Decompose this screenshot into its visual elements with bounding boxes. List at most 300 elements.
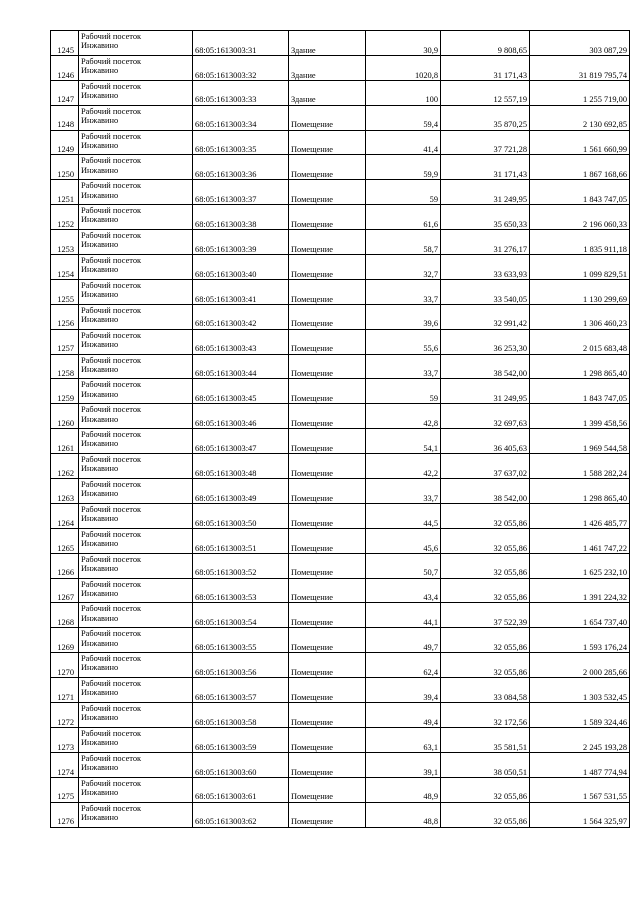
cadastral-number-cell: 68:05:1613003:42: [193, 304, 289, 329]
location-settlement-name: Инжавино: [81, 812, 119, 822]
table-row: [51, 80, 630, 105]
area-cell: 39,6: [366, 304, 441, 329]
specific-value-cell: 37 522,39: [441, 603, 530, 628]
object-type-cell: Помещение: [289, 653, 366, 678]
location-settlement-type: Рабочий посеток: [81, 753, 142, 763]
cadastral-number-cell: 68:05:1613003:59: [193, 727, 289, 752]
cadastral-value-cell: 303 087,29: [530, 31, 630, 56]
cadastral-value-cell: 1 303 532,45: [530, 678, 630, 703]
row-number-cell: 1269: [51, 628, 79, 653]
location-settlement-type: Рабочий посеток: [81, 529, 142, 539]
row-number-cell: 1258: [51, 354, 79, 379]
object-type-cell: Здание: [289, 31, 366, 56]
cadastral-number-cell: 68:05:1613003:49: [193, 479, 289, 504]
specific-value-cell: 32 055,86: [441, 553, 530, 578]
row-number-cell: 1245: [51, 31, 79, 56]
location-cell: [79, 180, 193, 205]
area-cell: 33,7: [366, 279, 441, 304]
cadastral-value-cell: 2 196 060,33: [530, 205, 630, 230]
cadastral-number-cell: 68:05:1613003:47: [193, 429, 289, 454]
cadastral-number-cell: 68:05:1613003:38: [193, 205, 289, 230]
cadastral-number-cell: 68:05:1613003:45: [193, 379, 289, 404]
table-row: [51, 454, 630, 479]
location-settlement-name: Инжавино: [81, 563, 119, 573]
area-cell: 58,7: [366, 230, 441, 255]
specific-value-cell: 33 633,93: [441, 255, 530, 280]
object-type-cell: Помещение: [289, 479, 366, 504]
row-number-cell: 1248: [51, 105, 79, 130]
row-number-cell: 1247: [51, 80, 79, 105]
cadastral-number-cell: 68:05:1613003:56: [193, 653, 289, 678]
object-type-cell: Помещение: [289, 230, 366, 255]
cadastral-value-cell: 1 561 660,99: [530, 130, 630, 155]
specific-value-cell: 32 172,56: [441, 703, 530, 728]
row-number-cell: 1250: [51, 155, 79, 180]
cadastral-value-cell: 1 306 460,23: [530, 304, 630, 329]
location-settlement-type: Рабочий посеток: [81, 629, 142, 639]
cadastral-value-cell: 1 298 865,40: [530, 354, 630, 379]
cadastral-number-cell: 68:05:1613003:50: [193, 503, 289, 528]
area-cell: 59,4: [366, 105, 441, 130]
cadastral-value-cell: 1 461 747,22: [530, 528, 630, 553]
area-cell: 63,1: [366, 727, 441, 752]
location-settlement-type: Рабочий посеток: [81, 480, 142, 490]
specific-value-cell: 31 171,43: [441, 155, 530, 180]
table-row: [51, 354, 630, 379]
area-cell: 1020,8: [366, 55, 441, 80]
specific-value-cell: 9 808,65: [441, 31, 530, 56]
location-cell: [79, 279, 193, 304]
object-type-cell: Помещение: [289, 578, 366, 603]
location-settlement-name: Инжавино: [81, 787, 119, 797]
table-row: [51, 802, 630, 827]
area-cell: 61,6: [366, 205, 441, 230]
table-row: [51, 180, 630, 205]
row-number-cell: 1273: [51, 727, 79, 752]
table-row: [51, 31, 630, 56]
location-settlement-name: Инжавино: [81, 215, 119, 225]
area-cell: 50,7: [366, 553, 441, 578]
specific-value-cell: 31 276,17: [441, 230, 530, 255]
table-row: [51, 578, 630, 603]
location-settlement-type: Рабочий посеток: [81, 679, 142, 689]
location-settlement-type: Рабочий посеток: [81, 728, 142, 738]
cadastral-value-cell: 1 487 774,94: [530, 752, 630, 777]
row-number-cell: 1276: [51, 802, 79, 827]
location-cell: [79, 703, 193, 728]
cadastral-value-cell: 1 130 299,69: [530, 279, 630, 304]
row-number-cell: 1270: [51, 653, 79, 678]
cadastral-number-cell: 68:05:1613003:55: [193, 628, 289, 653]
cadastral-number-cell: 68:05:1613003:54: [193, 603, 289, 628]
location-settlement-name: Инжавино: [81, 638, 119, 648]
object-type-cell: Помещение: [289, 678, 366, 703]
location-cell: [79, 354, 193, 379]
table-row: [51, 55, 630, 80]
specific-value-cell: 31 249,95: [441, 379, 530, 404]
location-cell: [79, 429, 193, 454]
location-settlement-type: Рабочий посеток: [81, 231, 142, 241]
location-settlement-name: Инжавино: [81, 389, 119, 399]
object-type-cell: Помещение: [289, 130, 366, 155]
cadastral-number-cell: 68:05:1613003:53: [193, 578, 289, 603]
area-cell: 42,2: [366, 454, 441, 479]
table-row: [51, 703, 630, 728]
table-row: [51, 479, 630, 504]
location-cell: [79, 678, 193, 703]
specific-value-cell: 31 171,43: [441, 55, 530, 80]
cadastral-number-cell: 68:05:1613003:58: [193, 703, 289, 728]
area-cell: 48,9: [366, 777, 441, 802]
location-cell: [79, 479, 193, 504]
table-row: [51, 528, 630, 553]
row-number-cell: 1274: [51, 752, 79, 777]
row-number-cell: 1264: [51, 503, 79, 528]
object-type-cell: Помещение: [289, 329, 366, 354]
area-cell: 43,4: [366, 578, 441, 603]
cadastral-number-cell: 68:05:1613003:36: [193, 155, 289, 180]
location-settlement-type: Рабочий посеток: [81, 654, 142, 664]
cadastral-value-cell: 1 391 224,32: [530, 578, 630, 603]
location-cell: [79, 304, 193, 329]
row-number-cell: 1261: [51, 429, 79, 454]
cadastral-value-cell: 1 588 282,24: [530, 454, 630, 479]
area-cell: 54,1: [366, 429, 441, 454]
object-type-cell: Помещение: [289, 752, 366, 777]
location-settlement-name: Инжавино: [81, 539, 119, 549]
location-settlement-type: Рабочий посеток: [81, 455, 142, 465]
location-settlement-type: Рабочий посеток: [81, 81, 142, 91]
location-cell: [79, 553, 193, 578]
object-type-cell: Помещение: [289, 180, 366, 205]
cadastral-value-cell: 31 819 795,74: [530, 55, 630, 80]
object-type-cell: Помещение: [289, 404, 366, 429]
table-row: [51, 155, 630, 180]
location-cell: [79, 205, 193, 230]
cadastral-value-cell: 2 245 193,28: [530, 727, 630, 752]
cadastral-number-cell: 68:05:1613003:31: [193, 31, 289, 56]
location-settlement-type: Рабочий посеток: [81, 32, 142, 41]
object-type-cell: Помещение: [289, 279, 366, 304]
row-number-cell: 1255: [51, 279, 79, 304]
object-type-cell: Помещение: [289, 429, 366, 454]
location-settlement-name: Инжавино: [81, 140, 119, 150]
location-settlement-type: Рабочий посеток: [81, 380, 142, 390]
area-cell: 48,8: [366, 802, 441, 827]
table-body: [51, 31, 630, 828]
table-row: [51, 628, 630, 653]
cadastral-number-cell: 68:05:1613003:61: [193, 777, 289, 802]
cadastral-value-cell: 2 130 692,85: [530, 105, 630, 130]
row-number-cell: 1266: [51, 553, 79, 578]
location-settlement-name: Инжавино: [81, 414, 119, 424]
cadastral-number-cell: 68:05:1613003:39: [193, 230, 289, 255]
cadastral-number-cell: 68:05:1613003:40: [193, 255, 289, 280]
location-settlement-name: Инжавино: [81, 165, 119, 175]
location-settlement-name: Инжавино: [81, 265, 119, 275]
cadastral-value-cell: 1 843 747,05: [530, 180, 630, 205]
cadastral-value-cell: 2 000 285,66: [530, 653, 630, 678]
object-type-cell: Помещение: [289, 354, 366, 379]
object-type-cell: Здание: [289, 80, 366, 105]
location-settlement-name: Инжавино: [81, 364, 119, 374]
specific-value-cell: 35 581,51: [441, 727, 530, 752]
specific-value-cell: 38 050,51: [441, 752, 530, 777]
table-row: [51, 255, 630, 280]
area-cell: 55,6: [366, 329, 441, 354]
location-settlement-name: Инжавино: [81, 339, 119, 349]
location-settlement-name: Инжавино: [81, 588, 119, 598]
specific-value-cell: 37 721,28: [441, 130, 530, 155]
location-cell: [79, 503, 193, 528]
area-cell: 41,4: [366, 130, 441, 155]
specific-value-cell: 33 084,58: [441, 678, 530, 703]
table-row: [51, 777, 630, 802]
area-cell: 49,7: [366, 628, 441, 653]
location-settlement-type: Рабочий посеток: [81, 604, 142, 614]
row-number-cell: 1252: [51, 205, 79, 230]
location-cell: [79, 528, 193, 553]
specific-value-cell: 36 405,63: [441, 429, 530, 454]
table-row: [51, 653, 630, 678]
location-settlement-type: Рабочий посеток: [81, 330, 142, 340]
location-settlement-type: Рабочий посеток: [81, 56, 142, 66]
specific-value-cell: 35 870,25: [441, 105, 530, 130]
location-settlement-name: Инжавино: [81, 190, 119, 200]
cadastral-value-cell: 1 298 865,40: [530, 479, 630, 504]
location-cell: [79, 329, 193, 354]
object-type-cell: Помещение: [289, 703, 366, 728]
location-cell: [79, 578, 193, 603]
location-cell: [79, 777, 193, 802]
object-type-cell: Помещение: [289, 454, 366, 479]
cadastral-number-cell: 68:05:1613003:62: [193, 802, 289, 827]
location-settlement-name: Инжавино: [81, 290, 119, 300]
row-number-cell: 1246: [51, 55, 79, 80]
area-cell: 32,7: [366, 255, 441, 280]
cadastral-number-cell: 68:05:1613003:44: [193, 354, 289, 379]
cadastral-value-cell: 1 835 911,18: [530, 230, 630, 255]
table-row: [51, 379, 630, 404]
table-row: [51, 404, 630, 429]
cadastral-value-cell: 1 099 829,51: [530, 255, 630, 280]
specific-value-cell: 31 249,95: [441, 180, 530, 205]
location-settlement-name: Инжавино: [81, 713, 119, 723]
row-number-cell: 1262: [51, 454, 79, 479]
object-type-cell: Помещение: [289, 205, 366, 230]
row-number-cell: 1253: [51, 230, 79, 255]
location-cell: [79, 130, 193, 155]
cadastral-number-cell: 68:05:1613003:35: [193, 130, 289, 155]
cadastral-value-cell: 1 567 531,55: [530, 777, 630, 802]
location-settlement-name: Инжавино: [81, 489, 119, 499]
object-type-cell: Помещение: [289, 727, 366, 752]
location-cell: [79, 603, 193, 628]
specific-value-cell: 32 697,63: [441, 404, 530, 429]
specific-value-cell: 32 991,42: [441, 304, 530, 329]
area-cell: 59,9: [366, 155, 441, 180]
object-type-cell: Помещение: [289, 105, 366, 130]
location-settlement-name: Инжавино: [81, 439, 119, 449]
location-cell: [79, 404, 193, 429]
cadastral-number-cell: 68:05:1613003:46: [193, 404, 289, 429]
cadastral-value-cell: 1 593 176,24: [530, 628, 630, 653]
specific-value-cell: 35 650,33: [441, 205, 530, 230]
location-settlement-type: Рабочий посеток: [81, 554, 142, 564]
row-number-cell: 1259: [51, 379, 79, 404]
object-type-cell: Помещение: [289, 628, 366, 653]
location-settlement-type: Рабочий посеток: [81, 405, 142, 415]
table-row: [51, 603, 630, 628]
cadastral-number-cell: 68:05:1613003:33: [193, 80, 289, 105]
table-row: [51, 503, 630, 528]
table-row: [51, 304, 630, 329]
specific-value-cell: 38 542,00: [441, 354, 530, 379]
location-settlement-name: Инжавино: [81, 315, 119, 324]
area-cell: 39,1: [366, 752, 441, 777]
area-cell: 44,5: [366, 503, 441, 528]
cadastral-value-cell: 1 969 544,58: [530, 429, 630, 454]
area-cell: 44,1: [366, 603, 441, 628]
location-cell: [79, 230, 193, 255]
area-cell: 100: [366, 80, 441, 105]
cadastral-value-cell: 1 589 324,46: [530, 703, 630, 728]
location-cell: [79, 31, 193, 56]
location-settlement-type: Рабочий посеток: [81, 803, 142, 813]
location-settlement-type: Рабочий посеток: [81, 778, 142, 788]
location-cell: [79, 628, 193, 653]
location-settlement-type: Рабочий посеток: [81, 704, 142, 714]
cadastral-number-cell: 68:05:1613003:34: [193, 105, 289, 130]
area-cell: 49,4: [366, 703, 441, 728]
table-row: [51, 230, 630, 255]
row-number-cell: 1272: [51, 703, 79, 728]
cadastral-value-cell: 1 625 232,10: [530, 553, 630, 578]
location-settlement-name: Инжавино: [81, 240, 119, 250]
location-settlement-type: Рабочий посеток: [81, 504, 142, 514]
location-settlement-type: Рабочий посеток: [81, 181, 142, 191]
area-cell: 45,6: [366, 528, 441, 553]
row-number-cell: 1256: [51, 304, 79, 329]
location-settlement-name: Инжавино: [81, 514, 119, 524]
location-settlement-name: Инжавино: [81, 90, 119, 100]
object-type-cell: Помещение: [289, 553, 366, 578]
specific-value-cell: 32 055,86: [441, 578, 530, 603]
location-cell: [79, 752, 193, 777]
cadastral-value-cell: 1 654 737,40: [530, 603, 630, 628]
object-type-cell: Здание: [289, 55, 366, 80]
location-settlement-type: Рабочий посеток: [81, 280, 142, 290]
row-number-cell: 1265: [51, 528, 79, 553]
row-number-cell: 1254: [51, 255, 79, 280]
location-cell: [79, 155, 193, 180]
area-cell: 33,7: [366, 354, 441, 379]
specific-value-cell: 38 542,00: [441, 479, 530, 504]
cadastral-value-cell: 1 399 458,56: [530, 404, 630, 429]
cadastral-value-cell: 1 843 747,05: [530, 379, 630, 404]
location-cell: [79, 454, 193, 479]
object-type-cell: Помещение: [289, 802, 366, 827]
object-type-cell: Помещение: [289, 379, 366, 404]
cadastral-number-cell: 68:05:1613003:48: [193, 454, 289, 479]
row-number-cell: 1267: [51, 578, 79, 603]
location-settlement-name: Инжавино: [81, 663, 119, 673]
object-type-cell: Помещение: [289, 503, 366, 528]
specific-value-cell: 32 055,86: [441, 777, 530, 802]
location-settlement-name: Инжавино: [81, 738, 119, 748]
location-settlement-type: Рабочий посеток: [81, 305, 142, 315]
cadastral-value-cell: 1 867 168,66: [530, 155, 630, 180]
table-row: [51, 429, 630, 454]
location-cell: [79, 653, 193, 678]
table-row: [51, 130, 630, 155]
location-cell: [79, 802, 193, 827]
location-settlement-name: Инжавино: [81, 613, 119, 623]
location-settlement-name: Инжавино: [81, 41, 119, 51]
table-row: [51, 752, 630, 777]
location-settlement-type: Рабочий посеток: [81, 355, 142, 365]
table-row: [51, 678, 630, 703]
specific-value-cell: 12 557,19: [441, 80, 530, 105]
row-number-cell: 1263: [51, 479, 79, 504]
object-type-cell: Помещение: [289, 255, 366, 280]
location-settlement-type: Рабочий посеток: [81, 430, 142, 440]
table-row: [51, 205, 630, 230]
row-number-cell: 1251: [51, 180, 79, 205]
table-row: [51, 105, 630, 130]
specific-value-cell: 32 055,86: [441, 528, 530, 553]
location-cell: [79, 727, 193, 752]
row-number-cell: 1268: [51, 603, 79, 628]
row-number-cell: 1271: [51, 678, 79, 703]
cadastral-number-cell: 68:05:1613003:32: [193, 55, 289, 80]
cadastral-value-cell: 1 564 325,97: [530, 802, 630, 827]
location-settlement-name: Инжавино: [81, 763, 119, 773]
location-cell: [79, 255, 193, 280]
location-settlement-type: Рабочий посеток: [81, 206, 142, 216]
cadastral-value-table: [50, 30, 630, 828]
area-cell: 33,7: [366, 479, 441, 504]
location-cell: [79, 80, 193, 105]
cadastral-number-cell: 68:05:1613003:60: [193, 752, 289, 777]
cadastral-value-cell: 2 015 683,48: [530, 329, 630, 354]
cadastral-number-cell: 68:05:1613003:41: [193, 279, 289, 304]
cadastral-number-cell: 68:05:1613003:57: [193, 678, 289, 703]
cadastral-number-cell: 68:05:1613003:51: [193, 528, 289, 553]
location-settlement-type: Рабочий посеток: [81, 106, 142, 116]
specific-value-cell: 37 637,02: [441, 454, 530, 479]
cadastral-value-cell: 1 426 485,77: [530, 503, 630, 528]
location-settlement-name: Инжавино: [81, 115, 119, 125]
table-row: [51, 279, 630, 304]
object-type-cell: Помещение: [289, 304, 366, 329]
row-number-cell: 1275: [51, 777, 79, 802]
area-cell: 39,4: [366, 678, 441, 703]
object-type-cell: Помещение: [289, 603, 366, 628]
specific-value-cell: 36 253,30: [441, 329, 530, 354]
cadastral-number-cell: 68:05:1613003:52: [193, 553, 289, 578]
location-settlement-type: Рабочий посеток: [81, 156, 142, 166]
row-number-cell: 1257: [51, 329, 79, 354]
cadastral-number-cell: 68:05:1613003:43: [193, 329, 289, 354]
object-type-cell: Помещение: [289, 155, 366, 180]
specific-value-cell: 32 055,86: [441, 503, 530, 528]
cadastral-value-cell: 1 255 719,00: [530, 80, 630, 105]
location-settlement-type: Рабочий посеток: [81, 256, 142, 266]
table-row: [51, 329, 630, 354]
row-number-cell: 1249: [51, 130, 79, 155]
row-number-cell: 1260: [51, 404, 79, 429]
